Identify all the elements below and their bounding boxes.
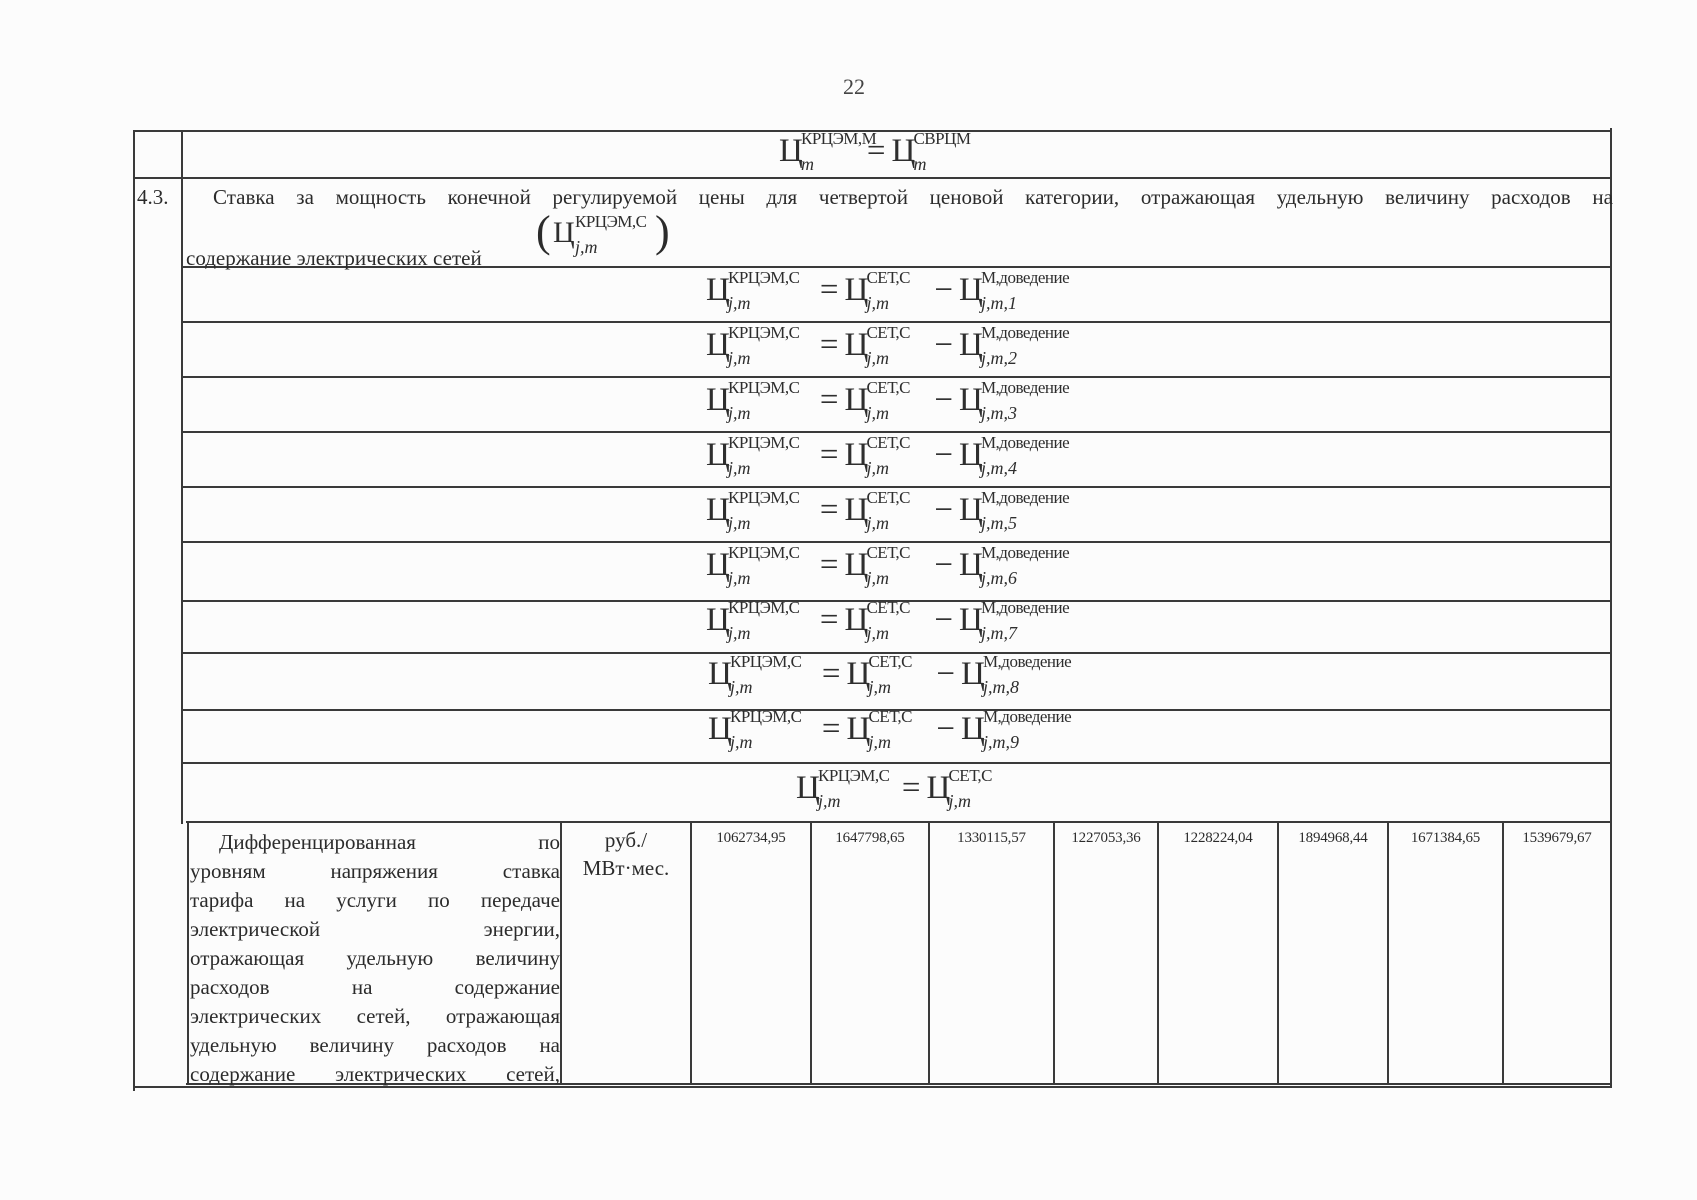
description-line: отражающая удельную величину xyxy=(190,946,560,970)
formula-row: Ц КРЦЭМ,С j,m = Ц СЕТ,С j,m − Ц М,доведение j,m,6 xyxy=(706,543,1070,588)
unit-line: руб./ xyxy=(604,828,648,852)
description-line: расходов на содержание xyxy=(190,975,560,999)
formula-row: Ц КРЦЭМ,С j,m = Ц СЕТ,С j,m − Ц М,доведение j,m,3 xyxy=(706,378,1070,423)
value-cell: 1227053,36 xyxy=(1071,830,1141,846)
unit-cell xyxy=(563,826,689,882)
description-line: удельную величину расходов на xyxy=(190,1033,560,1057)
section-formula-paren-open: ( xyxy=(536,207,551,256)
formula-row: Ц КРЦЭМ,С j,m = Ц СЕТ,С j,m − Ц М,доведение j,m,7 xyxy=(706,598,1070,643)
value-cell: 1894968,44 xyxy=(1298,830,1368,846)
formula-row: Ц КРЦЭМ,С j,m = Ц СЕТ,С j,m − Ц М,доведение j,m,9 xyxy=(708,707,1072,752)
formula-row: Ц КРЦЭМ,С j,m = Ц СЕТ,С j,m − Ц М,доведение j,m,4 xyxy=(706,433,1070,478)
section-title-line2: содержание электрических сетей xyxy=(186,246,482,270)
page-number: 22 xyxy=(843,74,865,99)
value-cell: 1539679,67 xyxy=(1522,830,1592,846)
formula-row: Ц КРЦЭМ,С j,m = Ц СЕТ,С j,m − Ц М,доведение j,m,5 xyxy=(706,488,1070,533)
description-line: Дифференцированная по xyxy=(219,830,560,854)
unit-line: МВт·мес. xyxy=(582,856,670,880)
value-cell: 1228224,04 xyxy=(1183,830,1253,846)
formula-row: Ц КРЦЭМ,С j,m = Ц СЕТ,С j,m − Ц М,доведение j,m,8 xyxy=(708,652,1072,697)
description-line: электрических сетей, отражающая xyxy=(190,1004,560,1028)
section-inline-formula: Ц КРЦЭМ,С j,m xyxy=(553,212,647,257)
formula-row: Ц КРЦЭМ,С j,m = Ц СЕТ,С j,m − Ц М,доведение j,m,1 xyxy=(706,268,1070,313)
value-cell: 1671384,65 xyxy=(1410,830,1481,846)
description-line: уровням напряжения ставка xyxy=(190,859,560,883)
section-number: 4.3. xyxy=(137,185,169,209)
section-title-line1: Ставка за мощность конечной регулируемой цены для четвертой ценовой категории, отражающая удельную величину расходов на xyxy=(213,185,1613,209)
description-line: электрической энергии, xyxy=(190,917,560,941)
final-formula: Ц КРЦЭМ,С j,m = Ц СЕТ,С j,m xyxy=(796,766,992,811)
value-cell: 1330115,57 xyxy=(957,830,1026,846)
formula-row: Ц КРЦЭМ,С j,m = Ц СЕТ,С j,m − Ц М,доведение j,m,2 xyxy=(706,323,1070,368)
section-formula-paren-close: ) xyxy=(655,207,670,256)
header-formula: Ц КРЦЭМ,М m = Ц СВРЦМ m xyxy=(779,129,971,174)
value-cell: 1647798,65 xyxy=(835,830,905,846)
value-cell: 1062734,95 xyxy=(716,830,786,846)
description-line: содержание электрических сетей, xyxy=(190,1062,560,1086)
tariff-description xyxy=(190,828,560,1089)
description-line: тарифа на услуги по передаче xyxy=(190,888,560,912)
